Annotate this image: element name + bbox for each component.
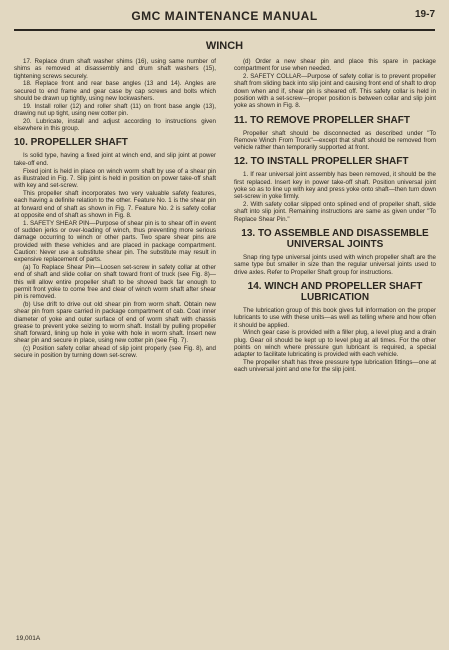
paragraph: The propeller shaft has three pressure type lubrication fittings—one at each universal joint and one for the slip joint. <box>234 359 436 374</box>
paragraph: 2. With safety collar slipped onto splined end of propeller shaft, slide shaft into slip joint. Remaining instructions are same as given under "To Replace Shear Pin." <box>234 201 436 223</box>
paragraph: (b) Use drift to drive out old shear pin from worm shaft. Obtain new shear pin from spare carried in package compartment of cab. Coat inner diameter of yoke and outer surface of end of worm shaft with chassis grease to prevent yoke seizing to worm shaft. Install by pulling propeller shaft forward, lining up hole in yoke with hole in worm shaft. Insert new shear pin and secure in place, using new cotter pin (see Fig. 7). <box>14 300 216 345</box>
left-column <box>14 58 216 360</box>
section-title: WINCH <box>205 40 244 52</box>
section-heading: 13. TO ASSEMBLE AND DISASSEMBLE UNIVERSAL JOINTS <box>241 228 429 251</box>
paragraph: Is solid type, having a fixed joint at winch end, and slip joint at power take-off end. <box>14 152 216 167</box>
paragraph: (d) Order a new shear pin and place this spare in package compartment for use when needed. <box>234 58 436 73</box>
paragraph: Propeller shaft should be disconnected as described under "To Remove Winch From Truck"—except that shaft should be removed from vehicle rather than temporarily supported at front. <box>234 129 436 152</box>
footer-code: 19,001A <box>16 635 41 642</box>
paragraph: 2. SAFETY COLLAR—Purpose of safety collar is to prevent propeller shaft from sliding back into slip joint and causing front end of shaft to drop down when and if, shear pin is sheared off. This safety collar is held in position with a set-screw—proper position is between collar and slip joint yoke as shown in Fig. 8. <box>234 73 436 110</box>
paragraph: Winch gear case is provided with a filler plug, a level plug and a drain plug. Gear oil should be kept up to level plug at all times. For the other points on winch where pressure gun lubricant is required, a special adapter to facilitate lubricating is provided with each vehicle. <box>234 329 436 359</box>
paragraph: Snap ring type universal joints used with winch propeller shaft are the same type but smaller in size than the regular universal joints used to drive axles. Refer to Propeller Shaft group for instructions. <box>234 254 436 276</box>
manual-title: GMC MAINTENANCE MANUAL <box>131 9 318 23</box>
paragraph: 18. Replace front and rear base angles (13 and 14). Angles are secured to end frame and gear case by cap screws and bolts which should be drawn up tightly, using new lockwashers. <box>14 80 216 102</box>
paragraph: (a) To Replace Shear Pin—Loosen set-screw in safety collar at other end of shaft and slide collar on shaft toward front of truck (see Fig. 8)—this will allow entire propeller shaft to be shoved back far enough to permit front yoke to come free and clear of winch worm shaft after shear pin is removed. <box>14 263 216 301</box>
paragraph: This propeller shaft incorporates two very valuable safety features, each having a definite relation to the other. Feature No. 1 is the shear pin at forward end of shaft as shown in Fig. 7. Feature No. 2 is safety collar at opposite end of shaft as shown in Fig. 8. <box>14 189 216 219</box>
page-header <box>14 9 435 31</box>
paragraph: The lubrication group of this book gives full information on the proper lubricants to use with these units—as well as telling where and how often it should be applied. <box>234 306 436 329</box>
paragraph: 20. Lubricate, install and adjust according to instructions given elsewhere in this group. <box>14 117 216 133</box>
paragraph: (c) Position safety collar ahead of slip joint properly (see Fig. 8), and secure in position by turning down set-screw. <box>14 345 216 360</box>
paragraph: 17. Replace drum shaft washer shims (16), using same number of shims as removed at disassembly and drum shaft washers (15), tightening screws securely. <box>14 58 216 80</box>
section-heading: 14. WINCH AND PROPELLER SHAFT LUBRICATION <box>247 280 423 303</box>
paragraph: 19. Install roller (12) and roller shaft (11) on front base angle (13), drawing nut up tight, using new cotter pin. <box>14 102 216 118</box>
paragraph: Fixed joint is held in place on winch worm shaft by use of a shear pin as illustrated in Fig. 7. Slip joint is held in position on power take-off shaft with key and set-screw. <box>14 167 216 190</box>
section-heading: 11. TO REMOVE PROPELLER SHAFT <box>234 114 410 126</box>
page-number: 19-7 <box>414 9 435 20</box>
paragraph: 1. SAFETY SHEAR PIN—Purpose of shear pin is to shear off in event of sudden jerks or over-loading of winch, thus preventing more serious damage occurring to winch or other parts. Two spare shear pins are provided with these vehicles and are placed in package compartment. Caution: Never use a substitute shear pin. The substitute may result in expensive replacement of parts. <box>14 219 216 264</box>
section-heading: 12. TO INSTALL PROPELLER SHAFT <box>234 156 409 168</box>
section-heading: 10. PROPELLER SHAFT <box>14 137 128 149</box>
paragraph: 1. If rear universal joint assembly has been removed, it should be the first replaced. Insert key in power take-off shaft. Position universal joint yoke so as to line up with key and press yoke onto shaft—then turn down set-screw in yoke firmly. <box>234 171 436 201</box>
right-column <box>234 58 436 374</box>
